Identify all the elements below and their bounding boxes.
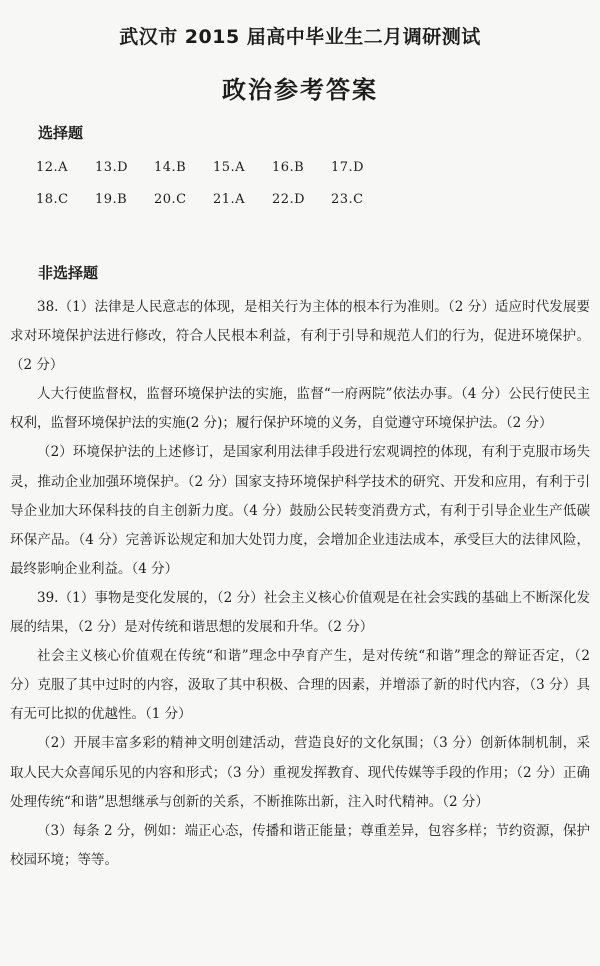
answer-item: 18.C bbox=[36, 192, 69, 207]
answer-item: 12.A bbox=[36, 160, 69, 175]
answer-item: 15.A bbox=[213, 160, 246, 175]
answer-row bbox=[36, 160, 576, 180]
answer-paragraph: （2）环境保护法的上述修订，是国家利用法律手段进行宏观调控的体现，有利于克服市场失灵，推动企业加强环境保护。（2 分）国家支持环境保护科学技术的研究、开发和应用，有利于引导企业加大环保科技的自主创新力度。（4 分）鼓励公民转变消费方式，有利于引导企业生产低碳环保产品。（4 分）完善诉讼规定和加大处罚力度，会增加企业违法成本，承受巨大的法律风险，最终影响企业利益。（4 分） bbox=[10, 444, 590, 577]
document-subtitle: 政治参考答案 bbox=[222, 75, 378, 104]
answer-item: 17.D bbox=[331, 160, 365, 175]
answer-item: 19.B bbox=[95, 192, 128, 207]
answer-row bbox=[36, 192, 576, 212]
answer-paragraph: 38.（1）法律是人民意志的体现，是相关行为主体的根本行为准则。（2 分）适应时代发展要求对环境保护法进行修改，符合人民根本利益，有利于引导和规范人们的行为，促进环境保护。（2 分） bbox=[10, 299, 590, 374]
answer-paragraph: （2）开展丰富多彩的精神文明创建活动，营造良好的文化氛围；（3 分）创新体制机制，采取人民大众喜闻乐见的内容和形式；（3 分）重视发挥教育、现代传媒等手段的作用；（2 分）正确处理传统“和谐”思想继承与创新的关系，不断推陈出新，注入时代精神。（2 分） bbox=[10, 735, 590, 810]
answer-body bbox=[10, 293, 590, 875]
answer-paragraph: 39.（1）事物是变化发展的，（2 分）社会主义核心价值观是在社会实践的基础上不断深化发展的结果，（2 分）是对传统和谐思想的发展和升华。（2 分） bbox=[10, 589, 590, 636]
answer-item: 20.C bbox=[154, 192, 187, 207]
answer-item: 13.D bbox=[95, 160, 129, 175]
answer-item: 22.D bbox=[272, 192, 306, 207]
answer-paragraph: 社会主义核心价值观在传统“和谐”理念中孕育产生，是对传统“和谐”理念的辩证否定，（2 分）克服了其中过时的内容，汲取了其中积极、合理的因素，并增添了新的时代内容，（3 分）具有无可比拟的优越性。（1 分） bbox=[10, 648, 590, 723]
multiple-choice-heading: 选择题 bbox=[38, 124, 84, 142]
answer-item: 14.B bbox=[154, 160, 187, 175]
answer-item: 23.C bbox=[331, 192, 364, 207]
document-title: 武汉市 2015 届高中毕业生二月调研测试 bbox=[119, 26, 481, 48]
answer-paragraph: 人大行使监督权，监督环境保护法的实施，监督“一府两院”依法办事。（4 分）公民行使民主权利，监督环境保护法的实施(2 分)；履行保护环境的义务，自觉遵守环境保护法。（2 分） bbox=[10, 386, 590, 432]
answer-paragraph: （3）每条 2 分，例如：端正心态，传播和谐正能量；尊重差异，包容多样；节约资源，保护校园环境；等等。 bbox=[10, 822, 590, 868]
answer-item: 16.B bbox=[272, 160, 305, 175]
non-multiple-choice-heading: 非选择题 bbox=[38, 264, 99, 282]
answer-item: 21.A bbox=[213, 192, 246, 207]
